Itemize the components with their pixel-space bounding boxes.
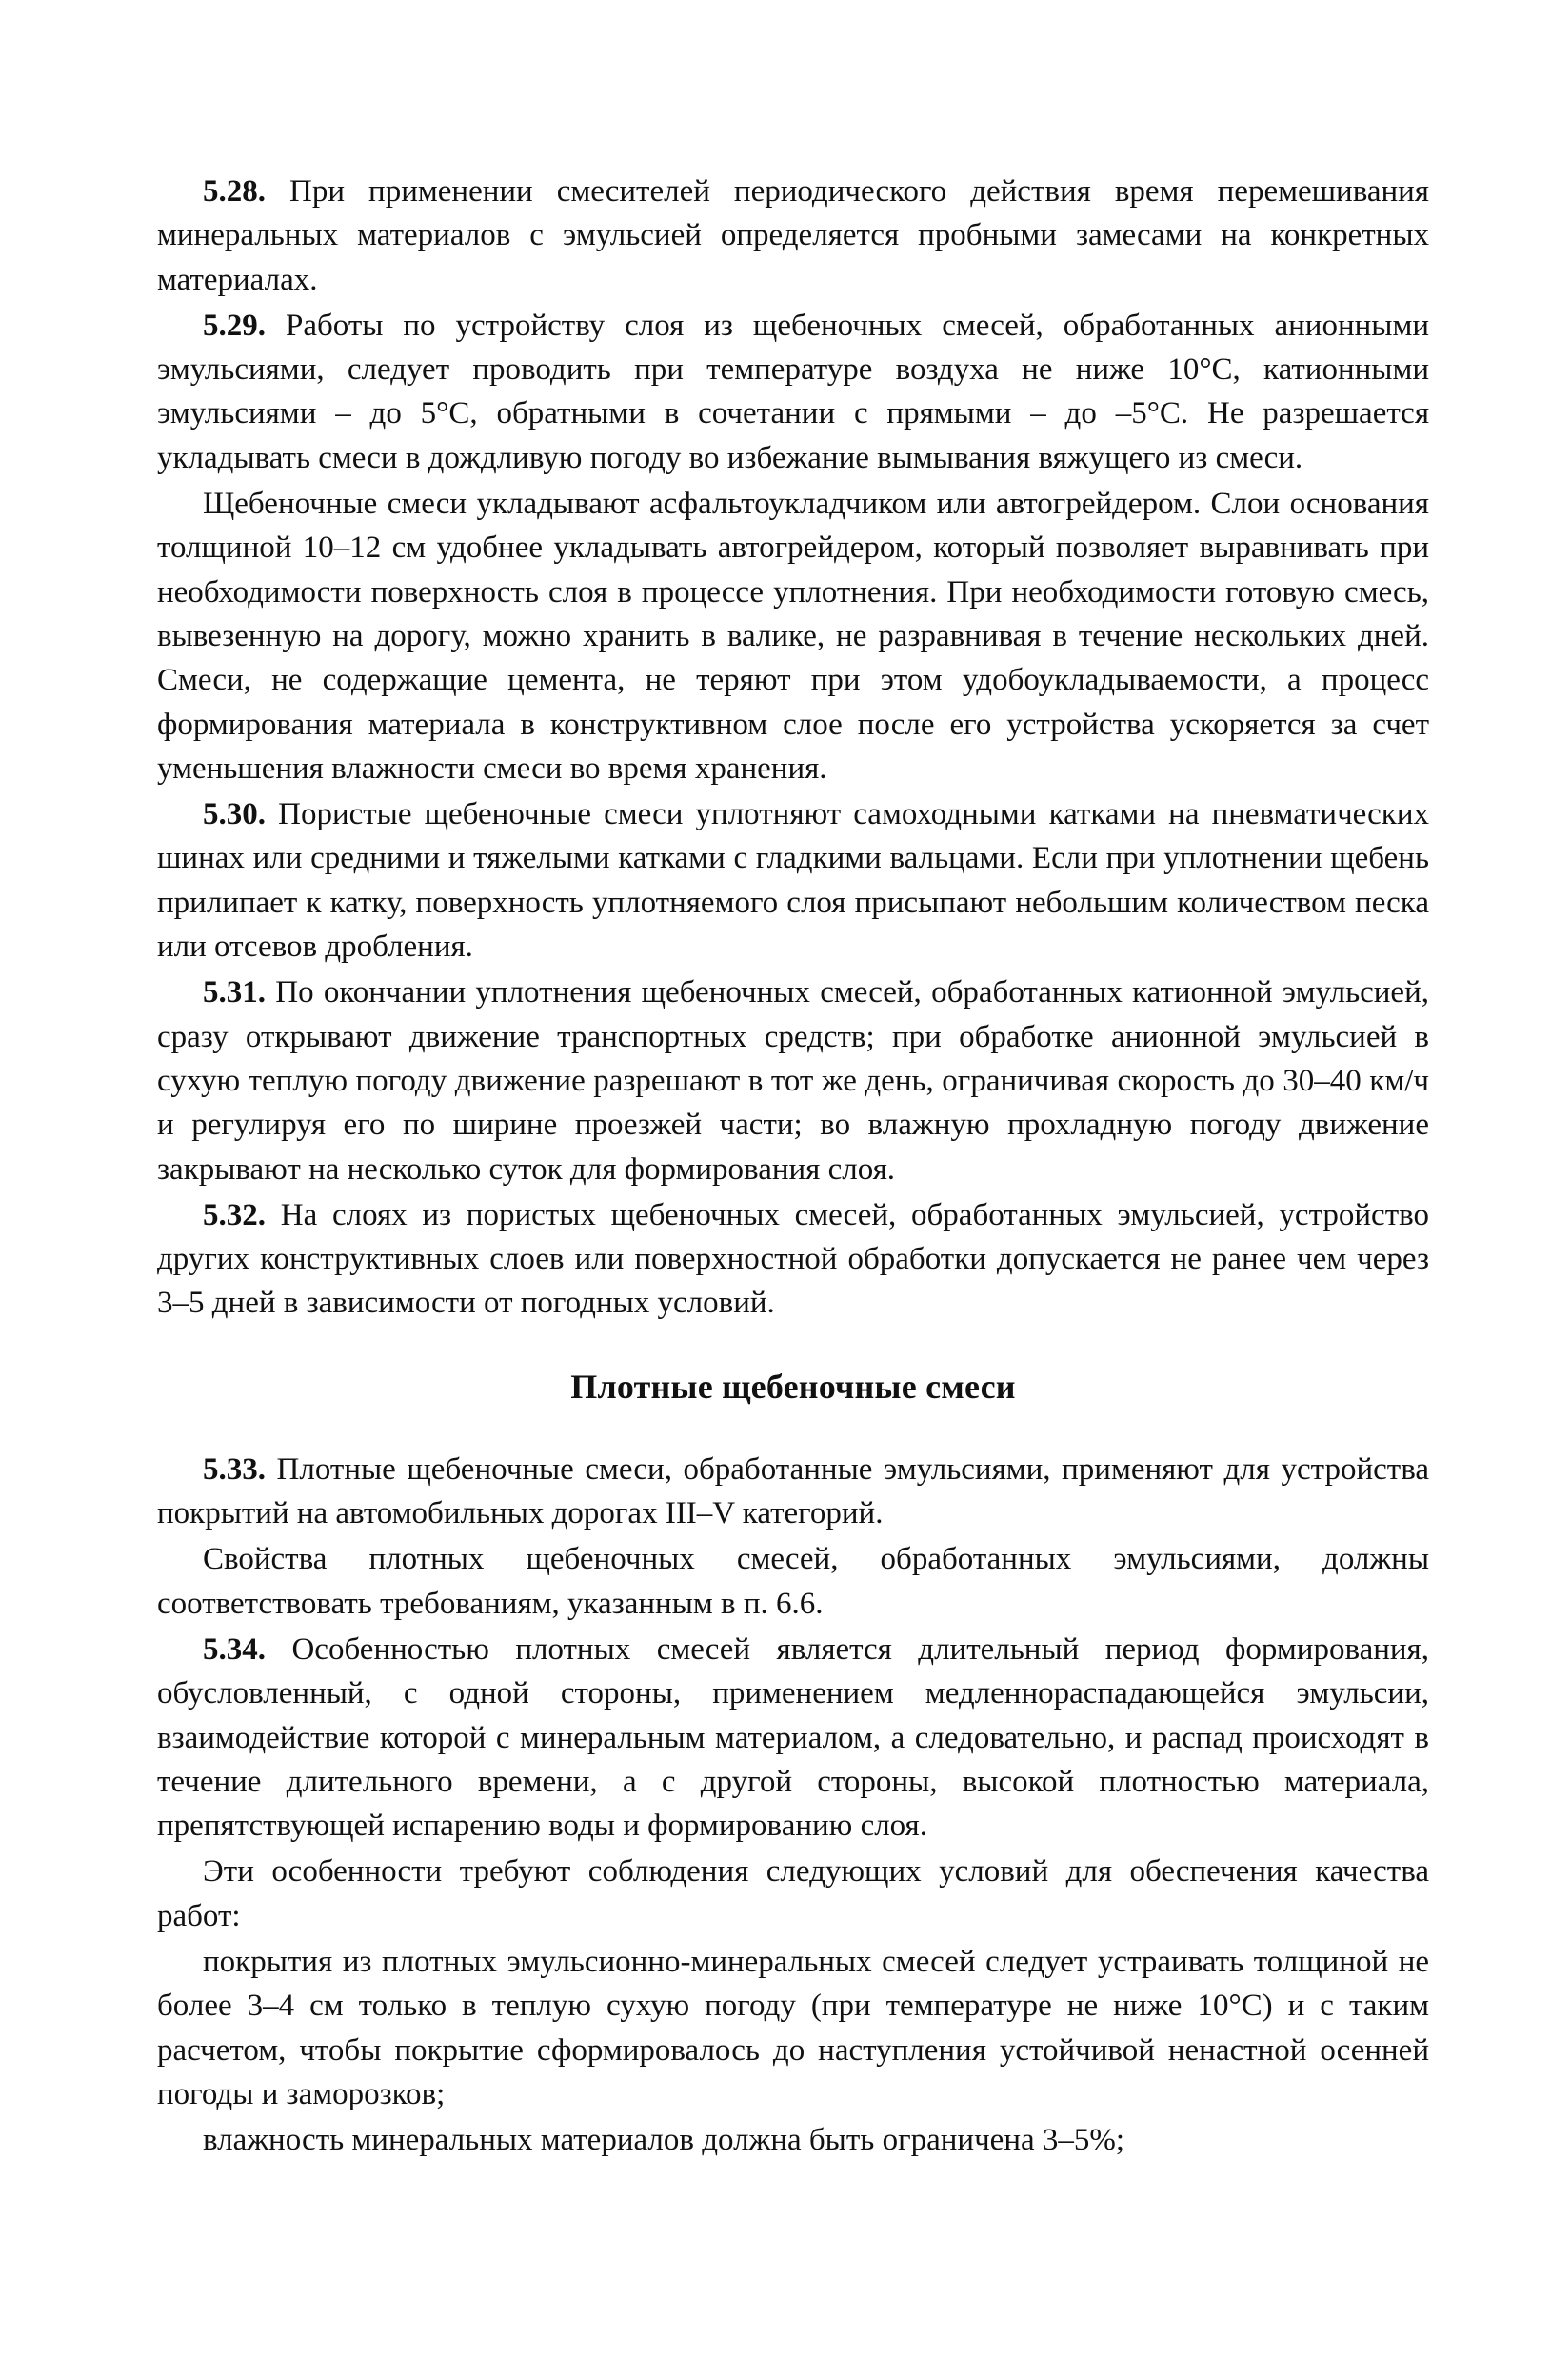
clause-number: 5.28. <box>203 174 266 209</box>
paragraph-5-31 <box>157 970 1429 1190</box>
paragraph-text: Работы по устройству слоя из щебеночных смесей, обработанных анионными эмульсиями, следует проводить при температуре воздуха не ниже 10°С, катионными эмульсиями – до 5°С, обратными в сочетании с прямыми – до –5°С. Не разрешается укладывать смеси в дождливую погоду во избежание вымывания вяжущего из смеси. <box>157 308 1429 475</box>
paragraph-requirements <box>157 1850 1429 1938</box>
paragraph-laying <box>157 482 1429 790</box>
paragraph-text: влажность минеральных материалов должна быть ограничена 3–5%; <box>203 2123 1125 2158</box>
paragraph-text: Свойства плотных щебеночных смесей, обработанных эмульсиями, должны соответствовать требованиям, указанным в п. 6.6. <box>157 1542 1429 1621</box>
clause-number: 5.31. <box>203 975 266 1010</box>
paragraph-condition-thickness <box>157 1940 1429 2116</box>
document-page <box>157 170 1429 2164</box>
paragraph-text: покрытия из плотных эмульсионно-минеральных смесей следует устраивать толщиной не более 3–4 см только в теплую сухую погоду (при температуре не ниже 10°С) и с таким расчетом, чтобы покрытие сформировалось до наступления устойчивой ненастной осенней погоды и заморозков; <box>157 1944 1429 2111</box>
clause-number: 5.30. <box>203 797 266 832</box>
paragraph-5-28 <box>157 170 1429 302</box>
clause-number: 5.33. <box>203 1451 266 1487</box>
paragraph-5-32 <box>157 1193 1429 1326</box>
paragraph-text: Пористые щебеночные смеси уплотняют самоходными катками на пневматических шинах или средними и тяжелыми катками с гладкими вальцами. Если при уплотнении щебень прилипает к катку, поверхность уплотняемого слоя присыпают небольшим количеством песка или отсевов дробления. <box>157 797 1429 965</box>
paragraph-text: На слоях из пористых щебеночных смесей, обработанных эмульсией, устройство других конструктивных слоев или поверхностной обработки допускается не ранее чем через 3–5 дней в зависимости от погодных условий. <box>157 1197 1429 1321</box>
paragraph-5-30 <box>157 792 1429 969</box>
paragraph-text: Плотные щебеночные смеси, обработанные эмульсиями, применяют для устройства покрытий на автомобильных дорогах III–V категорий. <box>157 1451 1429 1531</box>
paragraph-text: Особенностью плотных смесей является длительный период формирования, обусловленный, с одной стороны, применением медленнораспадающейся эмульсии, взаимодействие которой с минеральным материалом, а следовательно, и распад происходят в течение длительного времени, а с другой стороны, высокой плотностью материала, препятствующей испарению воды и формированию слоя. <box>157 1631 1429 1844</box>
paragraph-properties <box>157 1537 1429 1626</box>
clause-number: 5.29. <box>203 308 266 343</box>
paragraph-text: При применении смесителей периодического действия время перемешивания минеральных материалов с эмульсией определяется пробными замесами на конкретных материалах. <box>157 174 1429 297</box>
clause-number: 5.32. <box>203 1197 266 1232</box>
paragraph-5-34 <box>157 1628 1429 1848</box>
paragraph-text: По окончании уплотнения щебеночных смесей, обработанных катионной эмульсией, сразу открывают движение транспортных средств; при обработке анионной эмульсией в сухую теплую погоду движение разрешают в тот же день, ограничивая скорость до 30–40 км/ч и регулируя его по ширине проезжей части; во влажную прохладную погоду движение закрывают на несколько суток для формирования слоя. <box>157 975 1429 1187</box>
section-heading: Плотные щебеночные смеси <box>570 1367 1016 1406</box>
paragraph-text: Щебеночные смеси укладывают асфальтоукладчиком или автогрейдером. Слои основания толщиной 10–12 см удобнее укладывать автогрейдером, который позволяет выравнивать при необходимости поверхность слоя в процессе уплотнения. При необходимости готовую смесь, вывезенную на дорогу, можно хранить в валике, не разравнивая в течение нескольких дней. Смеси, не содержащие цемента, не теряют при этом удобоукладываемости, а процесс формирования материала в конструктивном слое после его устройства ускоряется за счет уменьшения влажности смеси во время хранения. <box>157 487 1429 786</box>
paragraph-5-29 <box>157 304 1429 480</box>
paragraph-5-33 <box>157 1448 1429 1536</box>
paragraph-text: Эти особенности требуют соблюдения следующих условий для обеспечения качества работ: <box>157 1854 1429 1933</box>
paragraph-condition-moisture <box>157 2118 1429 2162</box>
clause-number: 5.34. <box>203 1631 266 1667</box>
